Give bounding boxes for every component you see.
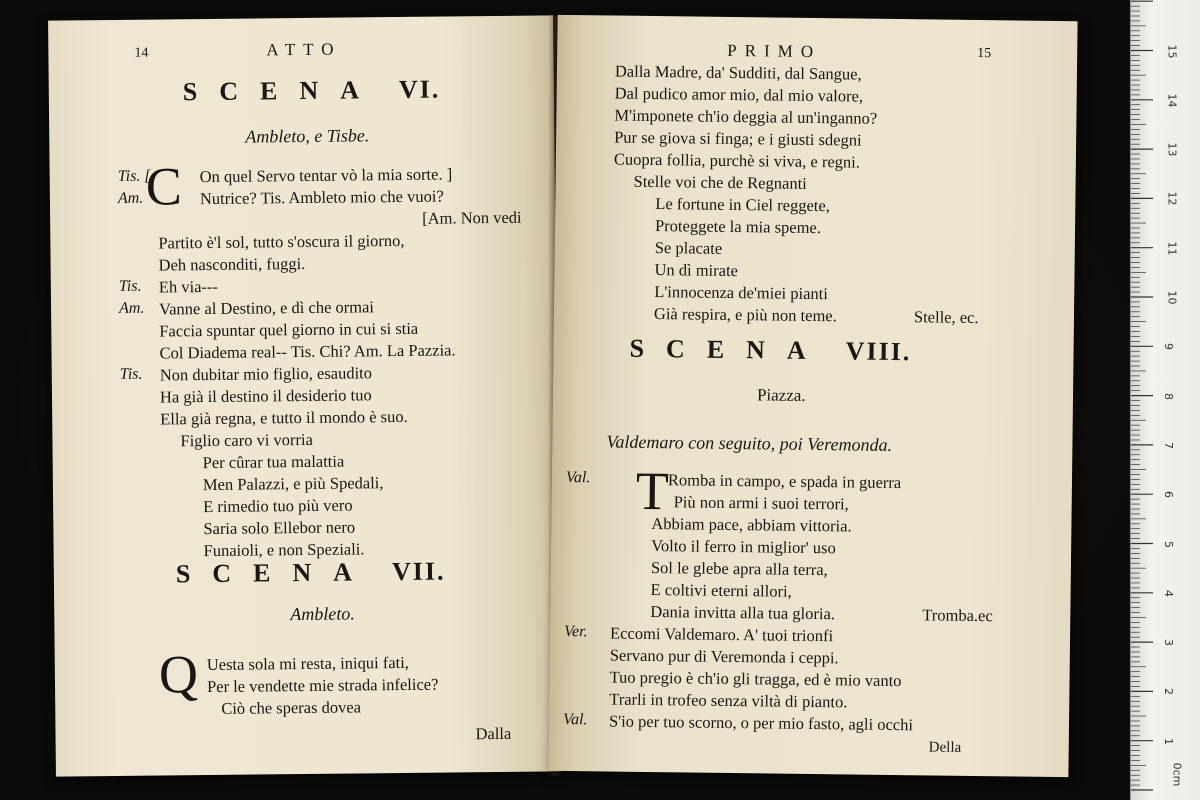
text-line: Tromba.ec: [922, 605, 993, 626]
text-line: Abbiam pace, abbiam vittoria.: [651, 514, 852, 536]
text-line: Già respira, e più non teme.: [653, 304, 837, 326]
scene-heading-viii: [629, 334, 911, 367]
speaker-label: Val.: [565, 468, 591, 487]
text-line: [Am. Non vedi: [422, 207, 522, 228]
text-line: Sol le glebe apra alla terra,: [650, 558, 828, 580]
ruler-label: 12: [1165, 191, 1179, 206]
speaker-label: Am.: [118, 299, 145, 317]
running-head-right: PRIMO: [727, 40, 822, 62]
speaker-label: Tis.: [119, 365, 143, 383]
text-line: Figlio caro vi vorria: [180, 429, 313, 451]
text-line: Eh via---: [158, 276, 219, 297]
text-line: Ciò che speras dovea: [221, 697, 362, 718]
speaker-label: Am.: [117, 189, 144, 207]
ruler-label: 0cm: [1170, 762, 1184, 787]
drop-cap: Q: [158, 644, 199, 705]
ruler-label: 15: [1165, 44, 1179, 58]
text-line: E rimedio tuo più vero: [203, 495, 353, 517]
page-number-left: 14: [134, 45, 149, 61]
text-line: M'imponete ch'io deggia al un'inganno?: [614, 105, 878, 128]
text-line: S'io per tuo scorno, o per mio fasto, agli occhi: [608, 711, 914, 735]
ruler-label: 8: [1162, 392, 1175, 400]
ruler-label: 13: [1165, 142, 1179, 157]
scene-number: VIII.: [845, 336, 912, 367]
text-line: Eccomi Valdemaro. A' tuoi trionfi: [609, 623, 834, 646]
ruler-label: 3: [1162, 639, 1175, 647]
scene-heading-vii: [176, 557, 446, 590]
text-line: Proteggete la mia speme.: [654, 216, 822, 238]
text-line: Deh nasconditi, fuggi.: [158, 253, 306, 275]
text-line: Romba in campo, e spada in guerra: [667, 470, 902, 493]
text-line: Ella già regna, e tutto il mondo è suo.: [160, 406, 408, 429]
running-head-left: ATTO: [266, 39, 342, 60]
ruler-label: 11: [1165, 241, 1179, 256]
text-line: Dalla Madre, da' Sudditi, dal Sangue,: [614, 61, 862, 84]
text-line: Partito è'l sol, tutto s'oscura il giorno,: [158, 230, 405, 253]
text-line: Volto il ferro in miglior' uso: [651, 536, 836, 558]
speaker-label: Ver.: [564, 622, 588, 641]
text-line: Funaioli, e non Speziali.: [203, 539, 365, 561]
scene-title: SCENA: [182, 75, 382, 107]
scene-number: VI.: [398, 74, 441, 104]
left-page: [48, 15, 561, 776]
text-line: Vanne al Destino, e dì che ormai: [158, 297, 375, 319]
text-line: L'innocenza de'miei pianti: [654, 282, 829, 304]
ruler-label: 7: [1162, 441, 1175, 449]
ruler-label: 14: [1165, 93, 1179, 108]
ruler-label: 2: [1162, 688, 1175, 696]
text-line: Cuopra follia, purchè si viva, e regni.: [613, 149, 861, 172]
text-line: Nutrice? Tis. Ambleto mio che vuoi?: [199, 186, 444, 209]
text-line: Men Palazzi, e più Spedali,: [202, 473, 384, 495]
drop-cap: C: [145, 156, 183, 217]
text-line: Faccia spuntar quel giorno in cui si stia: [159, 318, 419, 341]
scene-characters: Ambleto.: [290, 603, 355, 625]
text-line: Più non armi i suoi terrori,: [673, 492, 849, 514]
speaker-label: Tis.: [118, 277, 142, 295]
scene-number: VII.: [391, 556, 446, 587]
scene-place: Piazza.: [756, 385, 806, 405]
text-line: Tuo pregio è ch'io gli tragga, ed è mio vanto: [609, 667, 902, 691]
ruler-ticks: [1131, 0, 1200, 800]
ruler-label: 1: [1162, 737, 1175, 745]
catchword: Dalla: [475, 723, 512, 744]
ruler-label: 5: [1162, 540, 1175, 548]
page-number-right: 15: [977, 45, 992, 62]
text-line: Dania invitta alla tua gloria.: [650, 602, 836, 624]
measuring-ruler: [1130, 0, 1200, 800]
ruler-label: 9: [1162, 343, 1175, 351]
text-line: Trarli in trofeo senza viltà di pianto.: [609, 689, 848, 712]
text-line: Uesta sola mi resta, iniqui fati,: [206, 652, 409, 675]
text-line: Stelle, ec.: [913, 307, 979, 328]
text-line: Servano pur di Veremonda i ceppi.: [609, 645, 839, 668]
scene-title: SCENA: [175, 557, 375, 589]
scene-heading-vi: [183, 75, 441, 108]
right-page: [548, 15, 1077, 777]
catchword: Della: [928, 739, 962, 756]
text-line: E coltivi eterni allori,: [650, 580, 792, 601]
text-line: Un dì mirate: [654, 260, 739, 281]
text-line: Stelle voi che de Regnanti: [633, 171, 807, 193]
text-line: On quel Servo tentar vò la mia sorte. ]: [199, 164, 453, 187]
ruler-label: 6: [1162, 491, 1175, 499]
text-line: Non dubitar mio figlio, esaudito: [159, 363, 373, 385]
speaker-label: Val.: [562, 710, 588, 729]
scene-characters: Valdemaro con seguito, poi Veremonda.: [606, 431, 893, 455]
text-line: Ha già il destino il desiderio tuo: [159, 385, 372, 407]
text-line: Per le vendette mie strada infelice?: [206, 674, 439, 697]
text-line: Saria solo Ellebor nero: [203, 517, 356, 539]
text-line: Se placate: [654, 238, 723, 258]
drop-cap: T: [635, 460, 670, 522]
scene-characters: Ambleto, e Tisbe.: [245, 125, 370, 147]
text-line: Col Diadema real-- Tis. Chi? Am. La Pazzia.: [159, 340, 456, 363]
ruler-label: 10: [1165, 290, 1179, 305]
ruler-label: 4: [1162, 589, 1175, 597]
text-line: Per cûrar tua malattia: [202, 451, 345, 473]
text-line: Pur se giova si finga; e i giusti sdegni: [614, 127, 862, 150]
scene-title: SCENA: [629, 333, 828, 366]
speaker-label: Tis. [: [117, 167, 151, 185]
text-line: Le fortune in Ciel reggete,: [655, 194, 831, 216]
text-line: Dal pudico amor mio, dal mio valore,: [614, 83, 864, 106]
